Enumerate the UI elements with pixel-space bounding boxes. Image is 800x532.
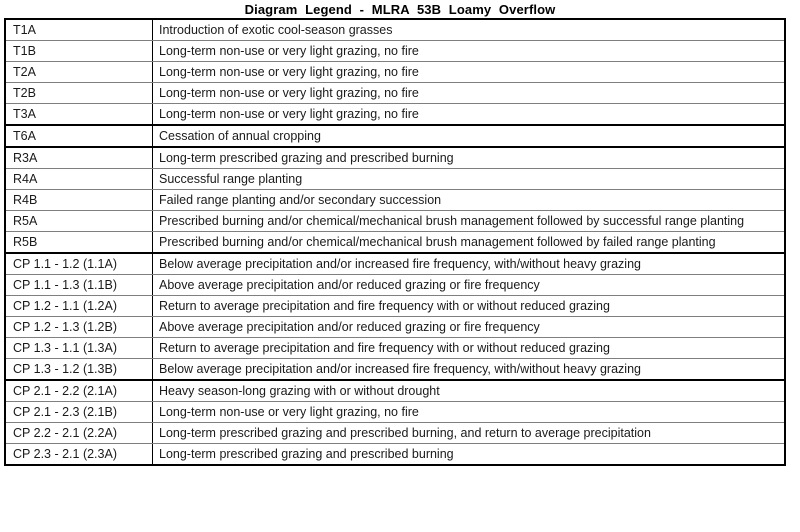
row-description: Long-term prescribed grazing and prescribed burning, and return to average precipitation	[159, 426, 651, 440]
row-code: CP 1.1 - 1.3 (1.1B)	[6, 275, 153, 295]
row-code: T1A	[6, 20, 153, 40]
row-group	[6, 252, 784, 379]
table-row	[6, 254, 784, 274]
row-code: R5A	[6, 211, 153, 231]
row-description: Failed range planting and/or secondary succession	[159, 193, 442, 207]
row-group	[6, 379, 784, 464]
row-code: CP 1.2 - 1.1 (1.2A)	[6, 296, 153, 316]
legend-table	[4, 18, 786, 466]
table-row	[6, 401, 784, 422]
row-code: T3A	[6, 104, 153, 124]
table-row	[6, 82, 784, 103]
table-row	[6, 231, 784, 252]
table-row	[6, 274, 784, 295]
row-code: T1B	[6, 41, 153, 61]
row-description: Below average precipitation and/or increased fire frequency, with/without heavy grazing	[159, 257, 641, 271]
row-description: Below average precipitation and/or increased fire frequency, with/without heavy grazing	[159, 362, 641, 376]
row-description: Return to average precipitation and fire frequency with or without reduced grazing	[159, 299, 610, 313]
row-code: CP 2.3 - 2.1 (2.3A)	[6, 444, 153, 464]
row-code: T6A	[6, 126, 153, 146]
table-row	[6, 148, 784, 168]
row-description: Cessation of annual cropping	[159, 129, 321, 143]
table-row	[6, 422, 784, 443]
row-description: Above average precipitation and/or reduced grazing or fire frequency	[159, 278, 540, 292]
table-row	[6, 20, 784, 40]
row-code: CP 1.3 - 1.1 (1.3A)	[6, 338, 153, 358]
table-row	[6, 189, 784, 210]
row-description: Long-term non-use or very light grazing, no fire	[159, 107, 419, 121]
table-row	[6, 316, 784, 337]
table-row	[6, 337, 784, 358]
table-row	[6, 168, 784, 189]
row-description: Long-term prescribed grazing and prescribed burning	[159, 151, 454, 165]
row-code: R4A	[6, 169, 153, 189]
row-code: CP 2.2 - 2.1 (2.2A)	[6, 423, 153, 443]
row-description: Long-term non-use or very light grazing, no fire	[159, 86, 419, 100]
row-description: Long-term non-use or very light grazing, no fire	[159, 44, 419, 58]
row-code: CP 2.1 - 2.3 (2.1B)	[6, 402, 153, 422]
row-group	[6, 146, 784, 252]
row-code: R5B	[6, 232, 153, 252]
row-description: Heavy season-long grazing with or without drought	[159, 384, 440, 398]
row-code: R3A	[6, 148, 153, 168]
row-description: Prescribed burning and/or chemical/mechanical brush management followed by successful range planting	[159, 214, 745, 228]
row-code: T2B	[6, 83, 153, 103]
row-code: CP 1.3 - 1.2 (1.3B)	[6, 359, 153, 379]
row-description: Long-term non-use or very light grazing, no fire	[159, 65, 419, 79]
table-row	[6, 358, 784, 379]
table-row	[6, 381, 784, 401]
row-description: Long-term non-use or very light grazing, no fire	[159, 405, 419, 419]
row-description: Prescribed burning and/or chemical/mechanical brush management followed by failed range planting	[159, 235, 716, 249]
row-description: Above average precipitation and/or reduced grazing or fire frequency	[159, 320, 540, 334]
row-code: R4B	[6, 190, 153, 210]
table-row	[6, 443, 784, 464]
table-row	[6, 210, 784, 231]
table-row	[6, 103, 784, 124]
page-title: Diagram Legend - MLRA 53B Loamy Overflow	[244, 2, 556, 17]
row-code: T2A	[6, 62, 153, 82]
row-code: CP 1.2 - 1.3 (1.2B)	[6, 317, 153, 337]
row-description: Long-term prescribed grazing and prescribed burning	[159, 447, 454, 461]
row-code: CP 2.1 - 2.2 (2.1A)	[6, 381, 153, 401]
row-group	[6, 20, 784, 124]
table-row	[6, 295, 784, 316]
table-row	[6, 40, 784, 61]
row-group	[6, 124, 784, 146]
row-description: Successful range planting	[159, 172, 303, 186]
row-description: Return to average precipitation and fire frequency with or without reduced grazing	[159, 341, 610, 355]
row-description: Introduction of exotic cool-season grasses	[159, 23, 393, 37]
row-code: CP 1.1 - 1.2 (1.1A)	[6, 254, 153, 274]
table-row	[6, 126, 784, 146]
table-row	[6, 61, 784, 82]
